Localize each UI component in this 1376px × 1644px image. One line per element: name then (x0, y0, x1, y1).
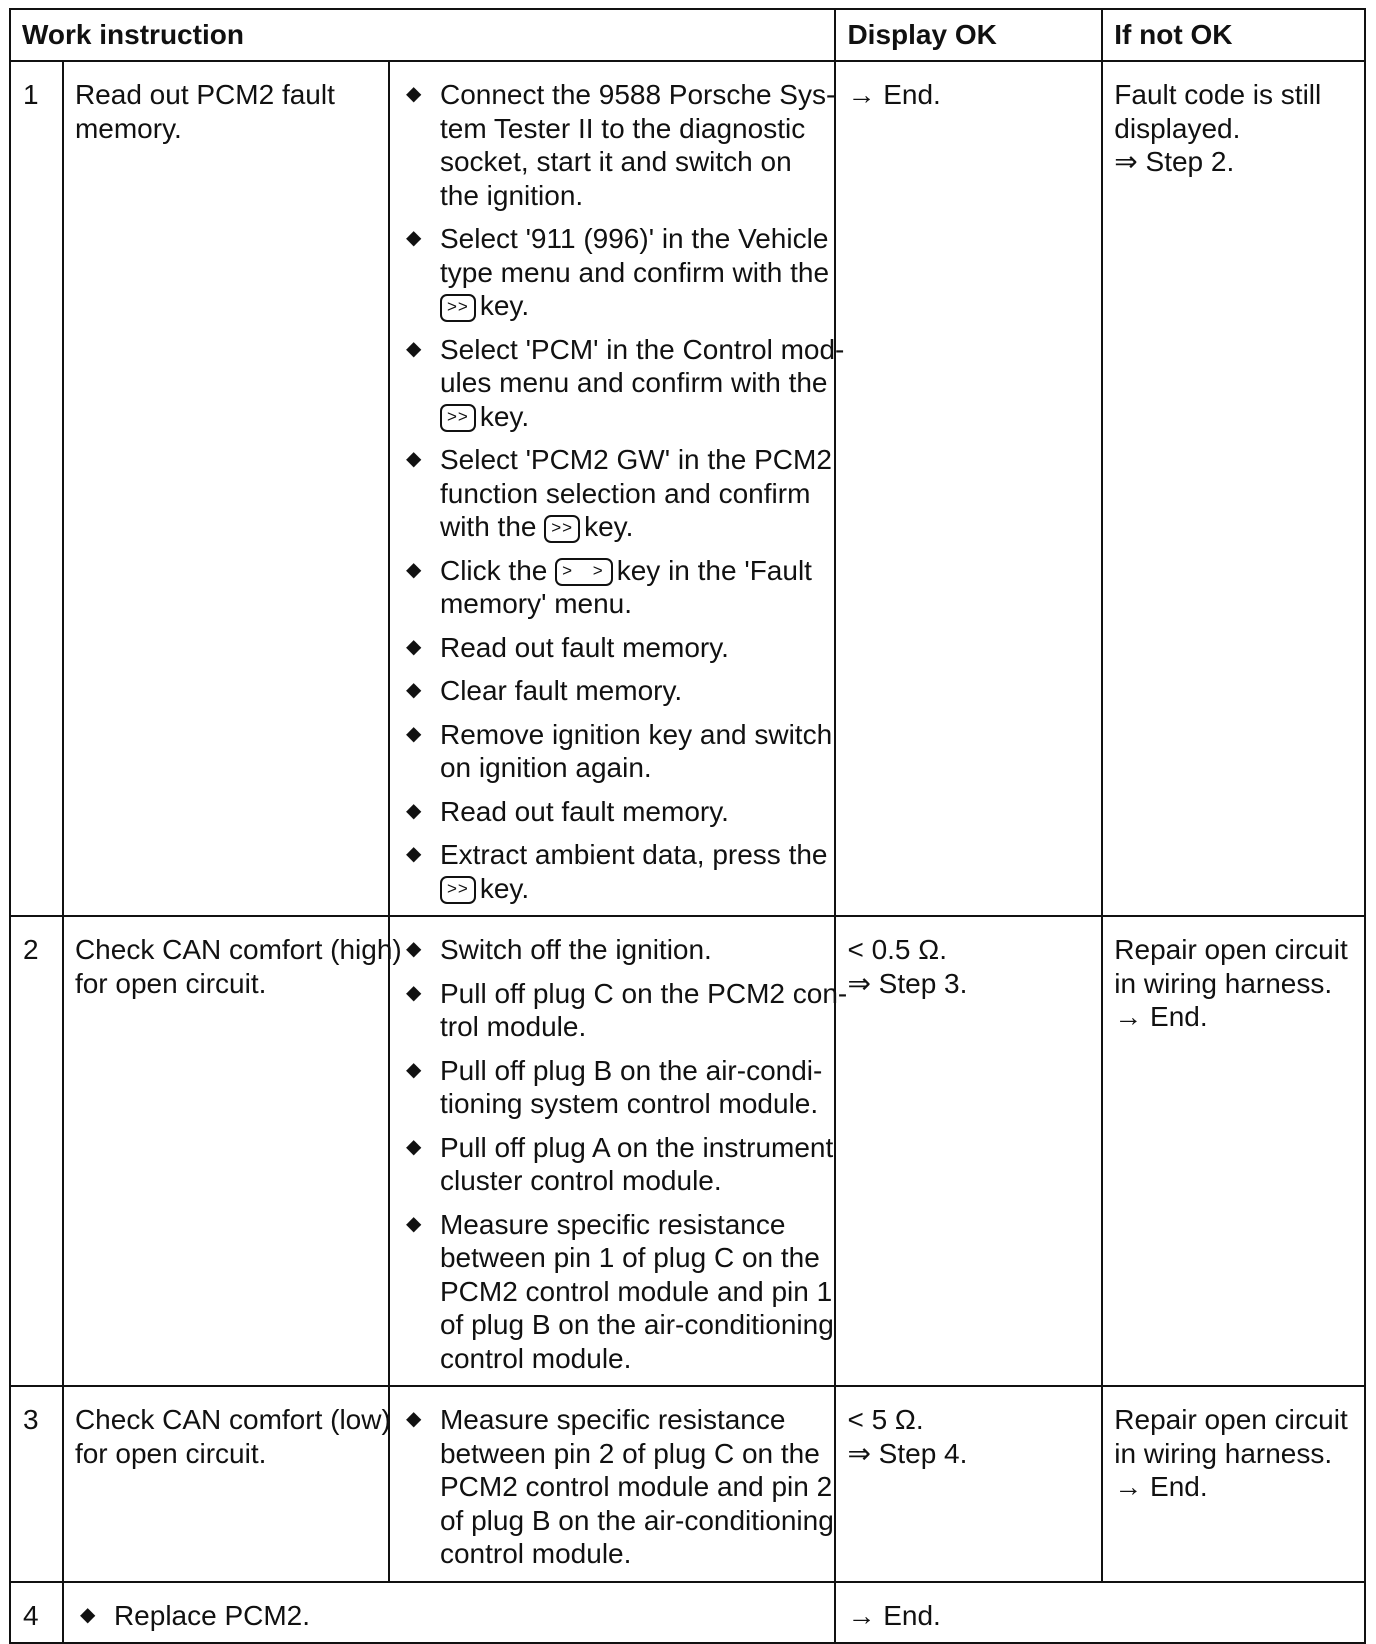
action-line: Check CAN comfort (high) (74, 934, 402, 965)
if-not-ok-cell (1102, 916, 1365, 1386)
tester-key-icon: >> (440, 404, 476, 432)
step-line: with the >> key. (439, 511, 634, 542)
step-line: Extract ambient data, press the (439, 839, 828, 870)
tester-key-icon: >> (544, 515, 580, 543)
step-line (440, 400, 826, 434)
bullet-icon: ◆ (405, 981, 422, 1004)
step-line-text: key in the 'Fault (616, 554, 812, 586)
step-line: Connect the 9588 Porsche Sys- (439, 79, 836, 110)
step-line: Remove ignition key and switch (439, 718, 833, 750)
table-row (10, 61, 1365, 916)
step-line: Select 'PCM2 GW' in the PCM2 (439, 444, 832, 475)
bullet-icon: ◆ (405, 938, 422, 960)
step-line: function selection and confirm (439, 477, 811, 509)
step-line: PCM2 control module and pin 1 (439, 1275, 833, 1307)
action-cell (63, 1386, 389, 1582)
if-not-ok-line: in wiring harness. (1114, 1437, 1333, 1469)
bullet-icon: ◆ (405, 1408, 422, 1430)
display-ok-cell (835, 1386, 1102, 1582)
header-row (10, 9, 1365, 61)
step-line: memory' menu. (439, 588, 633, 619)
display-ok-line: → End. (847, 1599, 941, 1631)
if-not-ok-line: in wiring harness. (1114, 967, 1333, 999)
step-line: tioning system control module. (439, 1088, 819, 1119)
single-step-cell (63, 1582, 835, 1644)
step-number: 4 (10, 1582, 63, 1644)
bullet-icon: ◆ (79, 1603, 96, 1626)
action-cell (63, 61, 389, 916)
steps-cell (389, 61, 845, 916)
list-item (400, 333, 845, 434)
display-ok-line: ⇒ Step 3. (847, 967, 968, 999)
list-item (400, 795, 826, 829)
step-line: Pull off plug C on the PCM2 con- (439, 977, 848, 1009)
list-item (400, 838, 826, 905)
step-line-text: key. (479, 400, 530, 432)
list-item (400, 674, 826, 708)
table-body (10, 61, 1365, 1643)
header-display-ok: Display OK (835, 9, 1102, 61)
list-item (400, 222, 830, 323)
step-number: 1 (10, 61, 63, 916)
step-number: 2 (10, 916, 63, 1386)
list-item (400, 1208, 834, 1376)
bullet-icon: ◆ (405, 227, 422, 249)
step-line (440, 872, 826, 906)
bullet-icon: ◆ (405, 337, 422, 360)
step-line-text: key. (479, 290, 530, 321)
if-not-ok-line: Fault code is still (1114, 79, 1322, 110)
step-line: control module. (439, 1538, 632, 1569)
if-not-ok-cell (1102, 61, 1365, 916)
list-item (400, 1054, 826, 1121)
step-line: Pull off plug B on the air-condi- (439, 1054, 823, 1086)
bullet-icon: ◆ (405, 1058, 422, 1081)
list-item (400, 933, 826, 967)
step-line: Clear fault memory. (439, 675, 683, 706)
step-line (440, 289, 826, 323)
list-item (400, 631, 826, 665)
step-line: Select 'PCM' in the Control mod- (439, 333, 845, 365)
bullet-icon: ◆ (405, 799, 422, 822)
step-line: socket, start it and switch on (439, 146, 792, 177)
if-not-ok-line: displayed. (1114, 112, 1241, 144)
step-line: trol module. (439, 1011, 587, 1042)
step-line: control module. (439, 1342, 632, 1374)
list-item (400, 554, 826, 621)
if-not-ok-line: ⇒ Step 2. (1114, 146, 1235, 177)
display-ok-line: < 5 Ω. (847, 1404, 924, 1435)
header-work-instruction: Work instruction (10, 9, 835, 61)
tester-key-icon: > > (555, 558, 613, 586)
if-not-ok-line: Repair open circuit (1114, 934, 1348, 965)
action-line: Read out PCM2 fault (74, 79, 335, 110)
list-item (400, 1131, 834, 1198)
step-list (400, 933, 848, 1375)
step-line: Switch off the ignition. (439, 934, 712, 965)
tester-key-icon: >> (440, 876, 476, 904)
bullet-icon: ◆ (405, 558, 422, 581)
steps-cell (389, 916, 848, 1386)
if-not-ok-line: → End. (1114, 1471, 1208, 1502)
step-line-text: key. (584, 511, 634, 542)
bullet-icon: ◆ (405, 448, 422, 470)
work-instruction-table (9, 8, 1366, 1644)
step-line: the ignition. (439, 179, 584, 211)
steps-cell (389, 1386, 835, 1582)
table-row (10, 1582, 1365, 1644)
action-line: for open circuit. (74, 1437, 267, 1469)
display-ok-line: < 0.5 Ω. (847, 934, 947, 965)
action-cell (63, 916, 402, 1386)
if-not-ok-cell (1102, 1386, 1365, 1582)
step-number: 3 (10, 1386, 63, 1582)
list-item (400, 443, 832, 544)
display-ok-line: ⇒ Step 4. (847, 1437, 968, 1469)
bullet-icon: ◆ (405, 1212, 422, 1235)
action-line: for open circuit. (74, 967, 267, 999)
step-line: Replace PCM2. (113, 1599, 311, 1631)
step-line: Read out fault memory. (439, 631, 729, 663)
bullet-icon: ◆ (405, 679, 422, 701)
list-item (400, 1403, 834, 1571)
step-line: between pin 2 of plug C on the (439, 1437, 820, 1469)
step-line: tem Tester II to the diagnostic (439, 112, 806, 144)
if-not-ok-line: Repair open circuit (1114, 1404, 1348, 1435)
step-line: on ignition again. (439, 752, 652, 783)
step-line: of plug B on the air-conditioning (439, 1504, 834, 1536)
action-line: memory. (74, 112, 182, 144)
step-line: Read out fault memory. (439, 795, 729, 827)
list-item (400, 78, 836, 212)
step-line: ules menu and confirm with the (439, 367, 828, 398)
bullet-icon: ◆ (405, 722, 422, 745)
action-line: Check CAN comfort (low) (74, 1404, 391, 1435)
list-item (400, 718, 833, 785)
bullet-icon: ◆ (405, 83, 422, 105)
bullet-icon: ◆ (405, 1135, 422, 1158)
list-item (400, 977, 848, 1044)
step-list (400, 78, 845, 905)
step-line: Pull off plug A on the instrument (439, 1131, 834, 1163)
display-ok-cell (835, 916, 1102, 1386)
step-line: Select '911 (996)' in the Vehicle (439, 223, 829, 254)
step-line: Click the > > key in the 'Fault (439, 554, 812, 586)
step-line: cluster control module. (439, 1165, 722, 1196)
if-not-ok-line: → End. (1114, 1001, 1208, 1032)
display-ok-line: → End. (847, 79, 941, 110)
step-line-text: key. (479, 872, 530, 904)
step-line: PCM2 control module and pin 2 (439, 1471, 833, 1502)
table-row (10, 1386, 1365, 1582)
bullet-icon: ◆ (405, 843, 422, 865)
list-item (74, 1599, 826, 1633)
step-line: of plug B on the air-conditioning (439, 1309, 834, 1340)
step-line: between pin 1 of plug C on the (439, 1242, 820, 1273)
step-line: type menu and confirm with the (439, 256, 830, 288)
header-if-not-ok: If not OK (1102, 9, 1365, 61)
tester-key-icon: >> (440, 294, 476, 322)
display-ok-cell (835, 61, 1102, 916)
step-list (400, 1403, 834, 1571)
display-ok-cell (835, 1582, 1365, 1644)
step-line: Measure specific resistance (439, 1208, 786, 1240)
step-line: Measure specific resistance (439, 1404, 786, 1435)
table-row (10, 916, 1365, 1386)
bullet-icon: ◆ (405, 635, 422, 658)
